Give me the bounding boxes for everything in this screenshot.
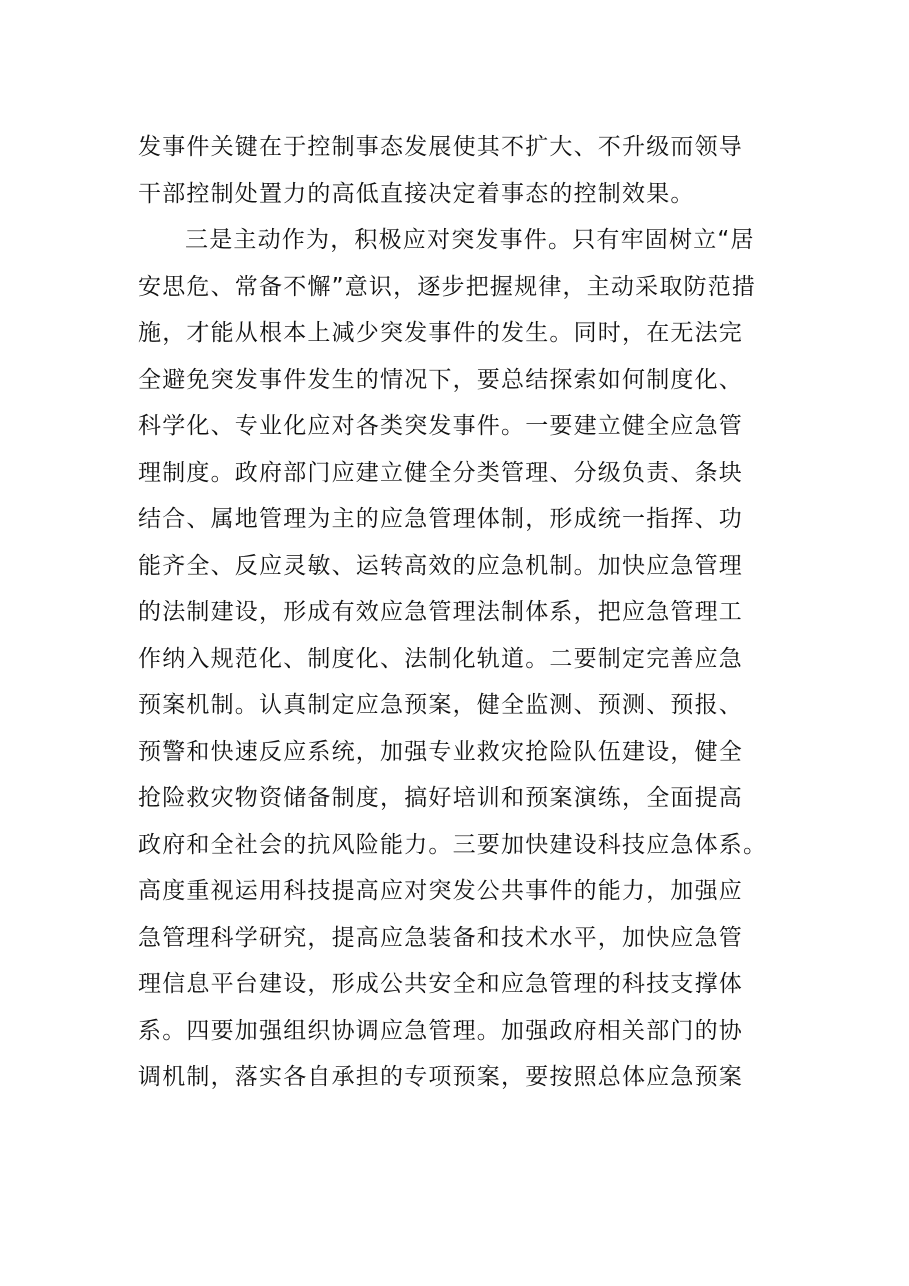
text-line: 理制度。政府部门应建立健全分类管理、分级负责、条块 [138, 459, 743, 486]
text-line: 系。四要加强组织协调应急管理。加强政府相关部门的协 [138, 1017, 743, 1044]
text-line: 预警和快速反应系统，加强专业救灾抢险队伍建设，健全 [138, 738, 743, 765]
text-line: 政府和全社会的抗风险能力。三要加快建设科技应急体系。 [138, 831, 768, 858]
text-line: 预案机制。认真制定应急预案，健全监测、预测、预报、 [138, 692, 743, 718]
text-line: 施，才能从根本上减少突发事件的发生。同时，在无法完 [138, 320, 743, 346]
text-line: 抢险救灾物资储备制度，搞好培训和预案演练，全面提高 [138, 785, 743, 811]
text-line: 发事件关键在于控制事态发展使其不扩大、不升级而领导 [138, 134, 743, 160]
text-line: 干部控制处置力的高低直接决定着事态的控制效果。 [138, 180, 695, 207]
text-line: 高度重视运用科技提高应对突发公共事件的能力，加强应 [138, 878, 743, 904]
text-line: 理信息平台建设，形成公共安全和应急管理的科技支撑体 [138, 971, 743, 997]
text-line: 急管理科学研究，提高应急装备和技术水平，加快应急管 [138, 924, 743, 951]
text-line: 作纳入规范化、制度化、法制化轨道。二要制定完善应急 [138, 645, 743, 672]
text-line: 全避免突发事件发生的情况下，要总结探索如何制度化、 [138, 366, 743, 393]
text-line: 能齐全、反应灵敏、运转高效的应急机制。加快应急管理 [138, 552, 743, 579]
text-line: 科学化、专业化应对各类突发事件。一要建立健全应急管 [138, 413, 743, 439]
text-line: 安思危、常备不懈”意识，逐步把握规律，主动采取防范措 [138, 273, 757, 300]
text-line: 结合、属地管理为主的应急管理体制，形成统一指挥、功 [138, 506, 743, 532]
paragraph-start-line: 三是主动作为，积极应对突发事件。只有牢固树立“居 [185, 227, 755, 253]
body-text [138, 124, 778, 1101]
text-line: 的法制建设，形成有效应急管理法制体系，把应急管理工 [138, 599, 743, 625]
text-line: 调机制，落实各自承担的专项预案，要按照总体应急预案 [138, 1064, 743, 1090]
